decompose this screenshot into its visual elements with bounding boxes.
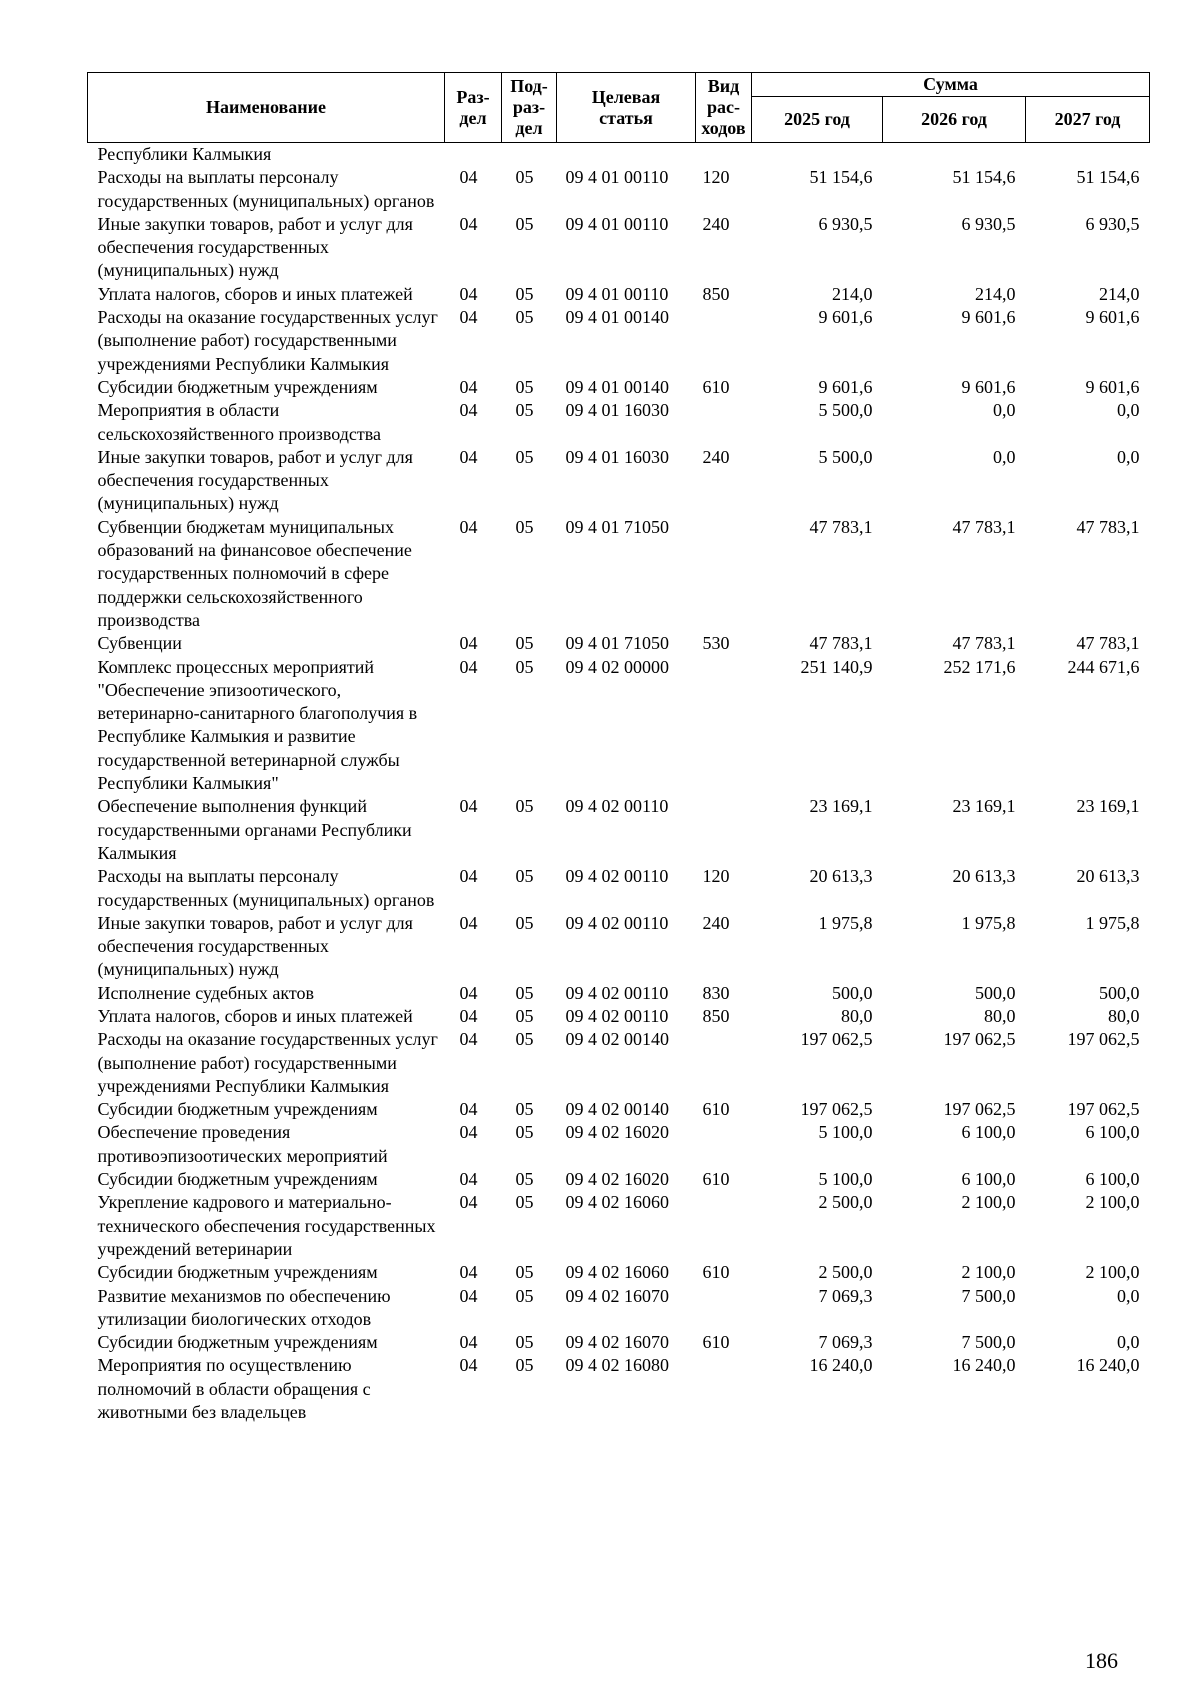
cell-2027: 2 100,0 — [1085, 1192, 1140, 1213]
cell-celevaya: 09 4 01 16030 — [565, 446, 669, 467]
cell-2027: 244 671,6 — [1067, 656, 1140, 677]
cell-vid — [696, 399, 752, 446]
cell-vid: 610 — [702, 376, 730, 397]
cell-celevaya: 09 4 02 00110 — [565, 866, 669, 887]
table-row — [88, 213, 1150, 283]
cell-2025: 2 500,0 — [818, 1192, 873, 1213]
cell-2027: 9 601,6 — [1085, 307, 1140, 328]
cell-2027: 20 613,3 — [1076, 866, 1140, 887]
table-row — [88, 1191, 1150, 1261]
table-row — [88, 912, 1150, 982]
table-row — [88, 982, 1150, 1005]
cell-podrazdel: 05 — [515, 1355, 534, 1376]
cell-2026: 0,0 — [993, 400, 1016, 421]
cell-podrazdel: 05 — [515, 1169, 534, 1190]
cell-2025: 5 500,0 — [818, 446, 873, 467]
table-row — [88, 795, 1150, 865]
cell-vid: 240 — [702, 912, 730, 933]
cell-2026: 6 930,5 — [961, 213, 1016, 234]
table-row — [88, 516, 1150, 632]
cell-2027: 0,0 — [1117, 400, 1140, 421]
cell-2026: 9 601,6 — [961, 376, 1016, 397]
cell-2026: 214,0 — [975, 283, 1016, 304]
cell-celevaya: 09 4 01 71050 — [565, 516, 669, 537]
cell-vid — [696, 143, 752, 167]
cell-celevaya: 09 4 01 00140 — [565, 307, 669, 328]
cell-podrazdel: 05 — [515, 400, 534, 421]
table-row — [88, 1028, 1150, 1098]
cell-celevaya: 09 4 02 00140 — [565, 1029, 669, 1050]
cell-2026: 23 169,1 — [952, 796, 1016, 817]
cell-vid — [696, 1121, 752, 1168]
cell-2027 — [1026, 143, 1150, 167]
cell-name: Уплата налогов, сборов и иных платежей — [97, 1005, 413, 1026]
cell-2027: 0,0 — [1117, 1332, 1140, 1353]
cell-razdel: 04 — [459, 1192, 478, 1213]
cell-podrazdel: 05 — [515, 1332, 534, 1353]
cell-2026: 2 100,0 — [961, 1192, 1016, 1213]
cell-name: Расходы на выплаты персоналу государственных (муниципальных) органов — [97, 167, 435, 211]
header-summa: Сумма — [752, 73, 1150, 97]
cell-2027: 6 100,0 — [1085, 1122, 1140, 1143]
cell-vid — [696, 516, 752, 632]
cell-razdel: 04 — [459, 1285, 478, 1306]
cell-2026: 47 783,1 — [952, 633, 1016, 654]
cell-razdel: 04 — [459, 400, 478, 421]
cell-celevaya: 09 4 01 16030 — [565, 400, 669, 421]
cell-celevaya: 09 4 02 16060 — [565, 1192, 669, 1213]
cell-2027: 9 601,6 — [1085, 376, 1140, 397]
cell-podrazdel: 05 — [515, 283, 534, 304]
header-year-2027: 2027 год — [1026, 97, 1150, 143]
cell-name: Субсидии бюджетным учреждениям — [97, 1169, 378, 1190]
table-row — [88, 1168, 1150, 1191]
cell-2025: 23 169,1 — [809, 796, 873, 817]
cell-2025: 20 613,3 — [809, 866, 873, 887]
cell-celevaya: 09 4 01 71050 — [565, 633, 669, 654]
cell-celevaya: 09 4 02 00140 — [565, 1099, 669, 1120]
cell-2027: 0,0 — [1117, 1285, 1140, 1306]
cell-celevaya: 09 4 01 00110 — [565, 283, 669, 304]
cell-2025 — [752, 143, 883, 167]
cell-razdel: 04 — [459, 656, 478, 677]
cell-name: Республики Калмыкия — [97, 144, 272, 164]
cell-razdel — [445, 143, 502, 167]
cell-2025: 251 140,9 — [800, 656, 873, 677]
table-row — [88, 1285, 1150, 1332]
header-podrazdel — [502, 73, 557, 143]
table-header — [88, 73, 1150, 143]
cell-2027: 500,0 — [1099, 982, 1140, 1003]
cell-razdel: 04 — [459, 1029, 478, 1050]
cell-razdel: 04 — [459, 213, 478, 234]
cell-2025: 500,0 — [832, 982, 873, 1003]
cell-vid: 850 — [702, 283, 730, 304]
cell-name: Обеспечение проведения противоэпизоотических мероприятий — [97, 1122, 388, 1166]
cell-2026: 47 783,1 — [952, 516, 1016, 537]
cell-name: Субвенции — [97, 633, 182, 654]
cell-2026: 16 240,0 — [952, 1355, 1016, 1376]
cell-name: Комплекс процессных мероприятий "Обеспечение эпизоотического, ветеринарно-санитарного благополучия в Республике Калмыкия и развитие государственной ветеринарной службы Республики Калмыкия" — [97, 656, 418, 794]
cell-2025: 9 601,6 — [818, 376, 873, 397]
cell-vid: 240 — [702, 213, 730, 234]
header-year-2025: 2025 год — [752, 97, 883, 143]
cell-celevaya: 09 4 01 00140 — [565, 376, 669, 397]
cell-podrazdel: 05 — [515, 1029, 534, 1050]
cell-2025: 7 069,3 — [818, 1332, 873, 1353]
cell-2026: 197 062,5 — [943, 1099, 1016, 1120]
cell-2025: 197 062,5 — [800, 1029, 873, 1050]
table-row — [88, 143, 1150, 167]
cell-podrazdel: 05 — [515, 912, 534, 933]
table-row — [88, 632, 1150, 655]
cell-2025: 16 240,0 — [809, 1355, 873, 1376]
cell-razdel: 04 — [459, 376, 478, 397]
cell-2025: 6 930,5 — [818, 213, 873, 234]
table-row — [88, 399, 1150, 446]
cell-celevaya: 09 4 02 16070 — [565, 1332, 669, 1353]
cell-razdel: 04 — [459, 307, 478, 328]
cell-podrazdel: 05 — [515, 656, 534, 677]
cell-2025: 7 069,3 — [818, 1285, 873, 1306]
cell-2025: 9 601,6 — [818, 307, 873, 328]
cell-2025: 47 783,1 — [809, 516, 873, 537]
cell-2026: 2 100,0 — [961, 1262, 1016, 1283]
cell-2027: 1 975,8 — [1085, 912, 1140, 933]
table-row — [88, 1331, 1150, 1354]
cell-2027: 6 930,5 — [1085, 213, 1140, 234]
cell-razdel: 04 — [459, 912, 478, 933]
cell-podrazdel: 05 — [515, 866, 534, 887]
cell-name: Расходы на оказание государственных услуг (выполнение работ) государственными учреждениями Республики Калмыкия — [97, 1029, 438, 1096]
cell-2025: 5 100,0 — [818, 1122, 873, 1143]
cell-2026: 6 100,0 — [961, 1122, 1016, 1143]
cell-celevaya: 09 4 02 00110 — [565, 982, 669, 1003]
table-row — [88, 1121, 1150, 1168]
table-row — [88, 1005, 1150, 1028]
cell-podrazdel: 05 — [515, 213, 534, 234]
table-row — [88, 1354, 1150, 1424]
cell-razdel: 04 — [459, 796, 478, 817]
cell-2025: 1 975,8 — [818, 912, 873, 933]
cell-2027: 2 100,0 — [1085, 1262, 1140, 1283]
cell-2026: 7 500,0 — [961, 1285, 1016, 1306]
cell-celevaya: 09 4 02 00110 — [565, 1005, 669, 1026]
table-row — [88, 1098, 1150, 1121]
cell-vid — [696, 1028, 752, 1098]
header-name: Наименование — [88, 73, 445, 143]
cell-podrazdel: 05 — [515, 633, 534, 654]
cell-vid: 610 — [702, 1262, 730, 1283]
cell-2026: 9 601,6 — [961, 307, 1016, 328]
cell-vid: 830 — [702, 982, 730, 1003]
budget-table — [87, 72, 1150, 1424]
cell-2026: 0,0 — [993, 446, 1016, 467]
cell-vid — [696, 1191, 752, 1261]
cell-celevaya: 09 4 02 00110 — [565, 912, 669, 933]
cell-podrazdel: 05 — [515, 1285, 534, 1306]
table-row — [88, 865, 1150, 912]
cell-name: Мероприятия по осуществлению полномочий в области обращения с животными без владельцев — [97, 1355, 371, 1423]
cell-podrazdel: 05 — [515, 1005, 534, 1026]
table-body — [88, 143, 1150, 1425]
page-number: 186 — [1085, 1648, 1118, 1673]
cell-2026: 500,0 — [975, 982, 1016, 1003]
cell-2027: 214,0 — [1099, 283, 1140, 304]
cell-podrazdel — [502, 143, 557, 167]
cell-2026: 7 500,0 — [961, 1332, 1016, 1353]
cell-vid — [696, 306, 752, 376]
cell-celevaya: 09 4 02 16020 — [565, 1169, 669, 1190]
cell-2027: 47 783,1 — [1076, 633, 1140, 654]
cell-podrazdel: 05 — [515, 1099, 534, 1120]
table-row — [88, 283, 1150, 306]
cell-vid: 120 — [702, 866, 730, 887]
cell-2026: 1 975,8 — [961, 912, 1016, 933]
cell-podrazdel: 05 — [515, 1192, 534, 1213]
cell-vid: 530 — [702, 633, 730, 654]
cell-name: Иные закупки товаров, работ и услуг для обеспечения государственных (муниципальных) нужд — [97, 213, 413, 281]
cell-name: Иные закупки товаров, работ и услуг для обеспечения государственных (муниципальных) нужд — [97, 912, 413, 980]
cell-name: Уплата налогов, сборов и иных платежей — [97, 283, 413, 304]
cell-name: Субвенции бюджетам муниципальных образований на финансовое обеспечение государственных полномочий в сфере поддержки сельскохозяйственного производства — [97, 516, 412, 630]
cell-razdel: 04 — [459, 1332, 478, 1353]
cell-2026: 197 062,5 — [943, 1029, 1016, 1050]
cell-razdel: 04 — [459, 1122, 478, 1143]
header-celevaya — [557, 73, 696, 143]
cell-vid — [696, 795, 752, 865]
header-vid — [696, 73, 752, 143]
cell-2027: 51 154,6 — [1076, 167, 1140, 188]
cell-podrazdel: 05 — [515, 516, 534, 537]
cell-name: Субсидии бюджетным учреждениям — [97, 1262, 378, 1283]
table-row — [88, 446, 1150, 516]
cell-celevaya: 09 4 01 00110 — [565, 167, 669, 188]
cell-celevaya: 09 4 02 00110 — [565, 796, 669, 817]
cell-podrazdel: 05 — [515, 1122, 534, 1143]
cell-2026: 20 613,3 — [952, 866, 1016, 887]
cell-name: Субсидии бюджетным учреждениям — [97, 1332, 378, 1353]
cell-razdel: 04 — [459, 1262, 478, 1283]
cell-2027: 197 062,5 — [1067, 1099, 1140, 1120]
cell-2027: 0,0 — [1117, 446, 1140, 467]
cell-2027: 23 169,1 — [1076, 796, 1140, 817]
cell-2026: 6 100,0 — [961, 1169, 1016, 1190]
table-row — [88, 656, 1150, 796]
cell-2026: 252 171,6 — [943, 656, 1016, 677]
cell-name: Мероприятия в области сельскохозяйственного производства — [97, 400, 382, 444]
cell-2026: 51 154,6 — [952, 167, 1016, 188]
cell-podrazdel: 05 — [515, 1262, 534, 1283]
cell-name: Укрепление кадрового и материально-технического обеспечения государственных учреждений ветеринарии — [97, 1192, 436, 1259]
cell-2025: 2 500,0 — [818, 1262, 873, 1283]
header-vid-text: Вид рас- ходов — [701, 76, 746, 138]
cell-razdel: 04 — [459, 633, 478, 654]
cell-razdel: 04 — [459, 167, 478, 188]
header-razdel-text: Раз- дел — [456, 86, 490, 128]
header-razdel — [445, 73, 502, 143]
cell-2027: 6 100,0 — [1085, 1169, 1140, 1190]
cell-podrazdel: 05 — [515, 376, 534, 397]
cell-name: Исполнение судебных актов — [97, 982, 315, 1003]
cell-podrazdel: 05 — [515, 307, 534, 328]
cell-podrazdel: 05 — [515, 167, 534, 188]
table-row — [88, 306, 1150, 376]
header-year-2026: 2026 год — [883, 97, 1026, 143]
cell-2025: 197 062,5 — [800, 1099, 873, 1120]
cell-podrazdel: 05 — [515, 446, 534, 467]
cell-name: Субсидии бюджетным учреждениям — [97, 1099, 378, 1120]
cell-celevaya: 09 4 02 16080 — [565, 1355, 669, 1376]
cell-2027: 16 240,0 — [1076, 1355, 1140, 1376]
cell-2025: 5 100,0 — [818, 1169, 873, 1190]
cell-razdel: 04 — [459, 982, 478, 1003]
cell-2025: 214,0 — [832, 283, 873, 304]
cell-vid: 610 — [702, 1332, 730, 1353]
cell-celevaya: 09 4 01 00110 — [565, 213, 669, 234]
cell-name: Расходы на оказание государственных услуг (выполнение работ) государственными учреждениями Республики Калмыкия — [97, 307, 438, 374]
table-row — [88, 1261, 1150, 1284]
cell-celevaya: 09 4 02 16060 — [565, 1262, 669, 1283]
cell-razdel: 04 — [459, 283, 478, 304]
cell-razdel: 04 — [459, 446, 478, 467]
cell-celevaya: 09 4 02 16070 — [565, 1285, 669, 1306]
cell-razdel: 04 — [459, 1169, 478, 1190]
cell-name: Расходы на выплаты персоналу государственных (муниципальных) органов — [97, 866, 435, 910]
table-row — [88, 376, 1150, 399]
cell-2025: 51 154,6 — [809, 167, 873, 188]
cell-celevaya — [557, 143, 696, 167]
cell-vid: 850 — [702, 1005, 730, 1026]
cell-razdel: 04 — [459, 1099, 478, 1120]
cell-name: Иные закупки товаров, работ и услуг для обеспечения государственных (муниципальных) нужд — [97, 446, 413, 514]
table-row — [88, 166, 1150, 213]
header-podrazdel-text: Под- раз- дел — [510, 76, 548, 138]
cell-2025: 5 500,0 — [818, 400, 873, 421]
cell-podrazdel: 05 — [515, 982, 534, 1003]
cell-vid: 610 — [702, 1099, 730, 1120]
cell-2027: 80,0 — [1108, 1005, 1140, 1026]
cell-razdel: 04 — [459, 516, 478, 537]
cell-2025: 47 783,1 — [809, 633, 873, 654]
cell-vid: 240 — [702, 446, 730, 467]
cell-vid: 610 — [702, 1169, 730, 1190]
header-celevaya-text: Целевая статья — [591, 86, 661, 128]
cell-vid — [696, 656, 752, 796]
cell-name: Субсидии бюджетным учреждениям — [97, 376, 378, 397]
cell-vid — [696, 1354, 752, 1424]
cell-2026 — [883, 143, 1026, 167]
cell-razdel: 04 — [459, 1355, 478, 1376]
cell-celevaya: 09 4 02 00000 — [565, 656, 669, 677]
cell-vid — [696, 1285, 752, 1332]
cell-podrazdel: 05 — [515, 796, 534, 817]
cell-razdel: 04 — [459, 866, 478, 887]
cell-name: Развитие механизмов по обеспечению утилизации биологических отходов — [97, 1285, 391, 1329]
cell-2026: 80,0 — [984, 1005, 1016, 1026]
cell-2025: 80,0 — [841, 1005, 873, 1026]
cell-2027: 197 062,5 — [1067, 1029, 1140, 1050]
cell-razdel: 04 — [459, 1005, 478, 1026]
cell-2027: 47 783,1 — [1076, 516, 1140, 537]
cell-celevaya: 09 4 02 16020 — [565, 1122, 669, 1143]
cell-name: Обеспечение выполнения функций государственными органами Республики Калмыкия — [97, 796, 412, 863]
cell-vid: 120 — [702, 167, 730, 188]
